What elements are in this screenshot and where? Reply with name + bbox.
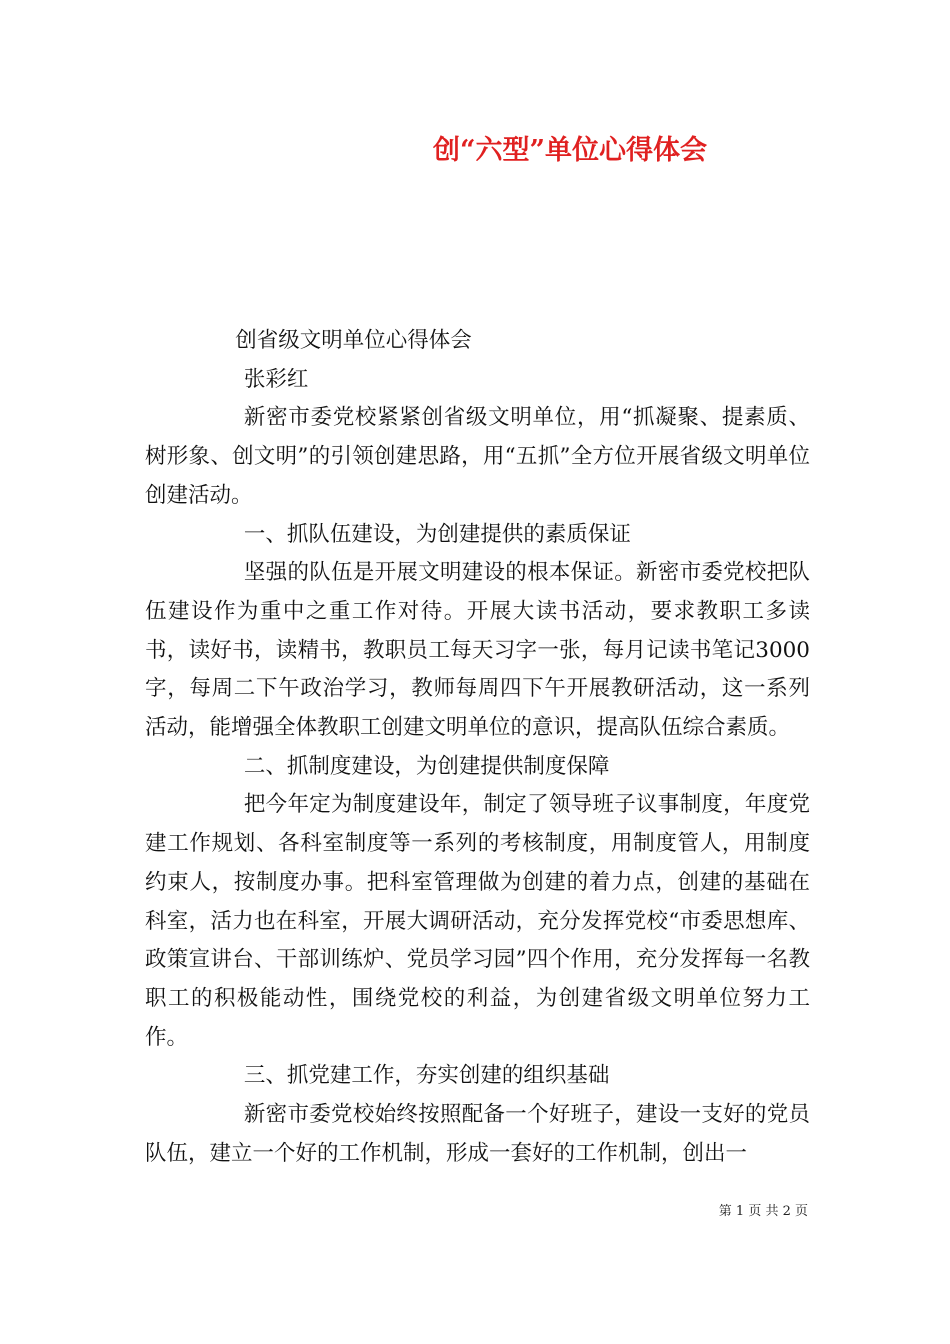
paragraph: 坚强的队伍是开展文明建设的根本保证。新密市委党校把队伍建设作为重中之重工作对待。开展大读书活动，要求教职工多读书，读好书，读精书，教职员工每天习字一张，每月记读书笔记3000字，每周二下午政治学习，教师每周四下午开展教研活动，这一系列活动，能增强全体教职工创建文明单位的意识，提高队伍综合素质。: [145, 560, 810, 741]
page-number-footer: 第 1 页 共 2 页: [718, 1204, 808, 1219]
section-heading: 二、抓制度建设，为创建提供制度保障: [243, 753, 610, 779]
section-heading: 一、抓队伍建设，为创建提供的素质保证: [243, 521, 631, 547]
author-name: 张彩红: [243, 366, 309, 392]
paragraph: 新密市委党校紧紧创省级文明单位，用“抓凝聚、提素质、树形象、创文明”的引领创建思路，用“五抓”全方位开展省级文明单位创建活动。: [145, 405, 810, 508]
document-title: 创“六型”单位心得体会: [432, 135, 708, 166]
section-heading: 三、抓党建工作，夯实创建的组织基础: [243, 1063, 610, 1089]
document-subtitle: 创省级文明单位心得体会: [235, 328, 472, 353]
paragraph: 新密市委党校始终按照配备一个好班子，建设一支好的党员队伍，建立一个好的工作机制，形成一套好的工作机制，创出一: [145, 1102, 810, 1166]
paragraph: 把今年定为制度建设年，制定了领导班子议事制度，年度党建工作规划、各科室制度等一系列的考核制度，用制度管人，用制度约束人，按制度办事。把科室管理做为创建的着力点，创建的基础在科室，活力也在科室，开展大调研活动，充分发挥党校“市委思想库、政策宣讲台、干部训练炉、党员学习园”四个作用，充分发挥每一名教职工的积极能动性，围绕党校的利益，为创建省级文明单位努力工作。: [145, 792, 810, 1050]
document-body: [145, 322, 810, 1173]
